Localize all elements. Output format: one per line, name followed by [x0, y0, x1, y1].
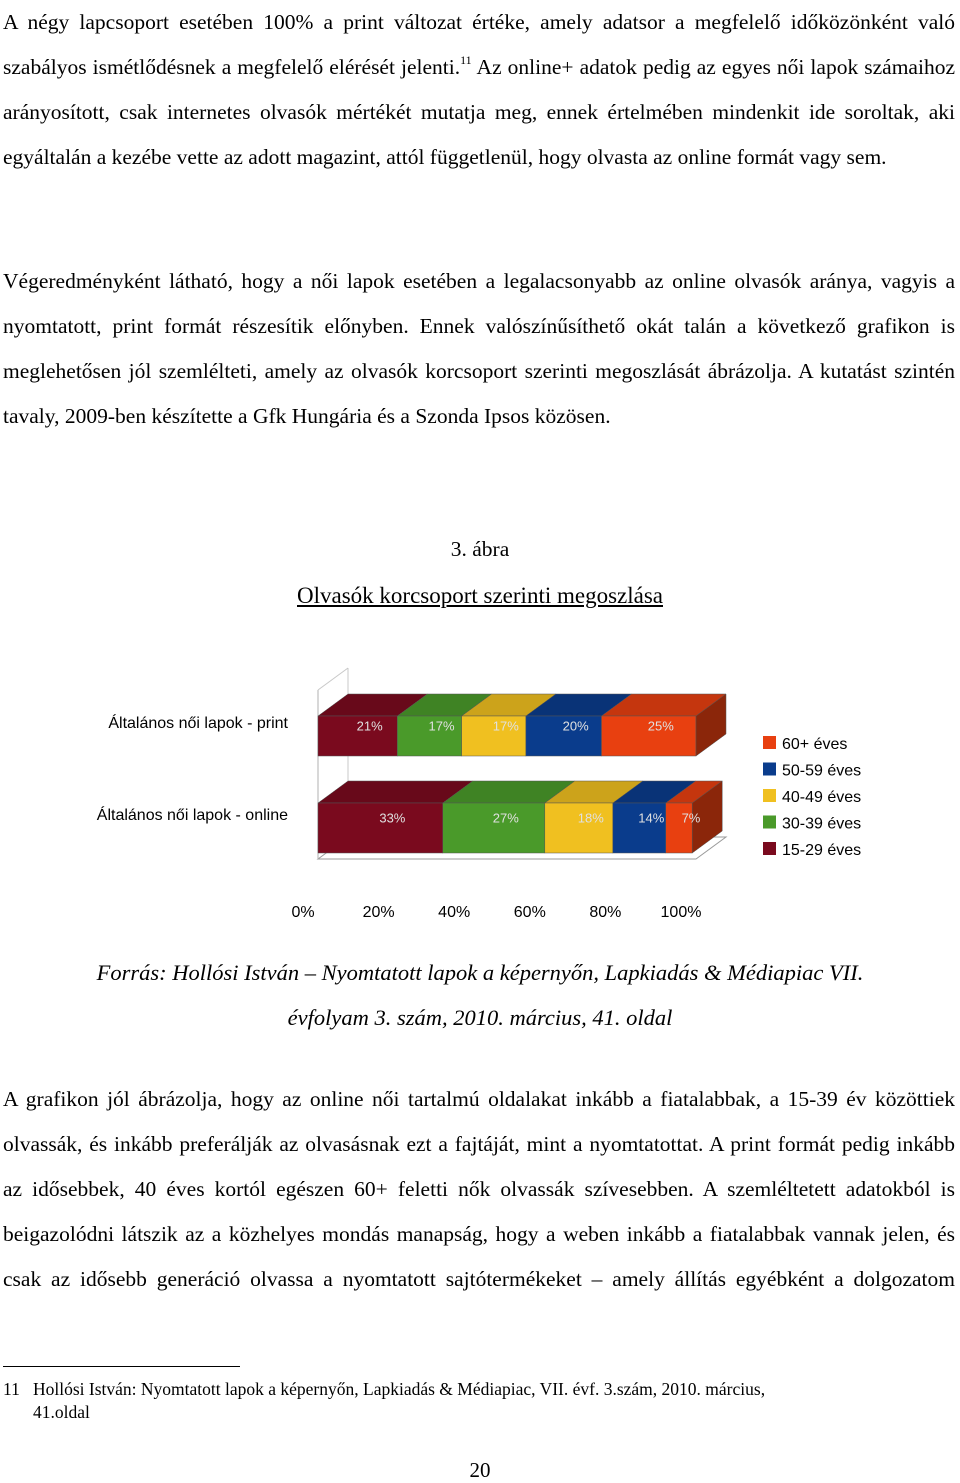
legend-label: 50-59 éves [782, 762, 862, 780]
legend-swatch [763, 763, 776, 776]
data-label: 21% [356, 718, 383, 734]
legend-swatch [763, 842, 776, 855]
figure-number: 3. ábra [450, 537, 510, 561]
figure-title [0, 583, 960, 609]
paragraph-analysis: A grafikon jól ábrázolja, hogy az online női tartalmú oldalakat inkább a fiatalabbak, a 15-39 év közöttiek olvassák, és inkább preferálják az olvasásnak ezt a fajtáját, mint a nyomtatottat. A print formát pedig inkább az idősebbek, 40 éves kortól egészen 60+ feletti nők olvassák szívesebben. A szemléltetett adatokból is beigazolódni látszik az a közhelyes mondás manapság, hogy a weben inkább a fiatalabbak vannak jelen, és csak az idősebb generáció olvassa a nyomtatott sajtótermékeket – amely állítás egyébként a dolgozatom [3, 1087, 955, 1291]
footnote-reference[interactable]: 11 [460, 53, 472, 67]
data-label: 25% [647, 718, 674, 734]
figure-source-line-1: Forrás: Hollósi István – Nyomtatott lapok a képernyőn, Lapkiadás & Médiapiac VII. [96, 960, 864, 985]
x-tick-label: 40% [438, 904, 471, 921]
legend-label: 30-39 éves [782, 815, 862, 833]
legend-label: 40-49 éves [782, 789, 862, 806]
footnote-text: Hollósi István: Nyomtatott lapok a képernyőn, Lapkiadás & Médiapiac, VII. évf. 3.szám, 2010. március, [33, 1379, 766, 1399]
x-tick-label: 80% [589, 904, 622, 921]
x-tick-label: 60% [513, 904, 546, 921]
category-label: Általános női lapok - online [96, 807, 288, 824]
footnote [3, 1378, 958, 1424]
paragraph-result: Végeredményként látható, hogy a női lapok esetében a legalacsonyabb az online olvasók aránya, vagyis a nyomtatott, print formát részesítik előnyben. Ennek valószínűsíthető okát talán a következő grafikon is meglehetősen jól szemlélteti, amely az olvasók korcsoport szerinti megoszlását ábrázolja. A kutatást szintén tavaly, 2009-ben készítette a Gfk Hungária és a Szonda Ipsos közösen. [3, 269, 955, 428]
x-tick-label: 20% [362, 904, 395, 921]
legend-label: 60+ éves [782, 736, 848, 753]
data-label: 27% [492, 810, 519, 826]
data-label: 33% [379, 810, 406, 826]
data-label: 20% [562, 718, 589, 734]
x-tick-label: 0% [291, 904, 315, 921]
data-label: 17% [428, 718, 455, 734]
paragraph-intro-text-b: Az online+ adatok pedig az egyes női lapok számaihoz arányosított, csak internetes olvasók mértékét mutatja meg, ennek értelmében mindenkit ide soroltak, aki egyáltalán a kezébe vette az adott magazint, attól függetlenül, hogy olvasta az online formát vagy sem. [3, 55, 955, 169]
legend-label: 15-29 éves [782, 842, 862, 859]
legend-swatch [763, 789, 776, 802]
footnote-separator [3, 1366, 240, 1367]
data-label: 14% [638, 810, 665, 826]
footnote-number: 11 [3, 1379, 20, 1399]
paragraph-intro [3, 0, 955, 180]
footnote-text-continued: 41.oldal [33, 1402, 90, 1422]
paragraph-intro-text-a: A négy lapcsoport esetében 100% a print változat értéke, amely adatsor a megfelelő időközönként való szabályos ismétlődésnek a megfelelő elérését jelenti. [3, 10, 955, 79]
data-label: 18% [577, 810, 604, 826]
x-tick-label: 100% [660, 904, 702, 921]
data-label: 17% [492, 718, 519, 734]
figure-source-line-2: évfolyam 3. szám, 2010. március, 41. oldal [287, 1005, 673, 1030]
chart-wall-top-edge [318, 668, 348, 690]
category-label: Általános női lapok - print [108, 715, 288, 732]
legend-swatch [763, 816, 776, 829]
figure-source [0, 950, 960, 1040]
data-label: 7% [681, 810, 701, 826]
legend-swatch [763, 736, 776, 749]
age-distribution-chart [0, 660, 960, 930]
figure-title-text: Olvasók korcsoport szerinti megoszlása [297, 583, 663, 608]
page-number: 20 [469, 1458, 491, 1482]
